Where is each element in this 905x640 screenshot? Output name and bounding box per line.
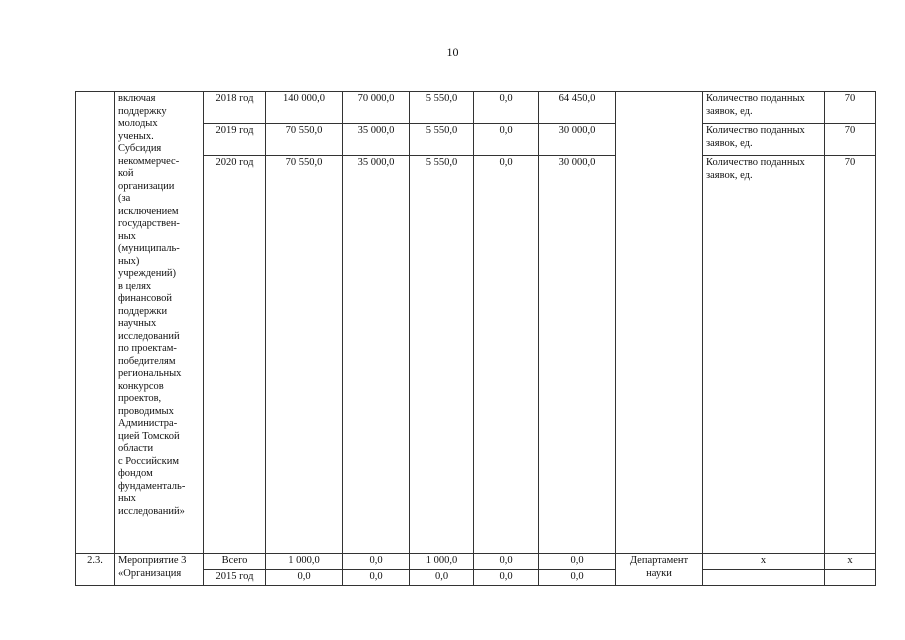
indicator-cell: х [703, 554, 825, 570]
program-table [75, 91, 876, 586]
federal-budget-cell: 35 000,0 [343, 124, 410, 156]
table-row-2018 [76, 92, 876, 124]
page-number: 10 [446, 45, 459, 59]
other-sources-cell: 0,0 [539, 554, 616, 570]
regional-budget-cell: 5 550,0 [410, 124, 474, 156]
measure-description: включая поддержку молодых ученых. Субсидия некоммерчес- кой организации (за исключением государствен- ных (муниципаль- ных) учреждений) в целях финансовой поддержки научных исследований по проектам- победителям региональных конкурсов проектов, проводимых Администра- цией Томской области с Российским фондом фундаменталь- ных исследований» [115, 92, 204, 554]
indicator-value-cell: х [825, 554, 876, 570]
regional-budget-cell: 1 000,0 [410, 554, 474, 570]
federal-budget-cell: 70 000,0 [343, 92, 410, 124]
regional-budget-cell: 0,0 [410, 570, 474, 586]
local-budget-cell: 0,0 [474, 570, 539, 586]
total-cell: 70 550,0 [266, 156, 343, 554]
total-cell: 1 000,0 [266, 554, 343, 570]
table-row-2-3-total [76, 554, 876, 570]
local-budget-cell: 0,0 [474, 92, 539, 124]
indicator-value-cell: 70 [825, 156, 876, 554]
year-cell: 2019 год [204, 124, 266, 156]
other-sources-cell: 0,0 [539, 570, 616, 586]
other-sources-cell: 30 000,0 [539, 156, 616, 554]
local-budget-cell: 0,0 [474, 124, 539, 156]
row-number-cell [76, 92, 115, 554]
local-budget-cell: 0,0 [474, 554, 539, 570]
total-cell: 70 550,0 [266, 124, 343, 156]
indicator-cell: Количество поданных заявок, ед. [703, 92, 825, 124]
local-budget-cell: 0,0 [474, 156, 539, 554]
indicator-value-cell [825, 570, 876, 586]
year-cell: 2020 год [204, 156, 266, 554]
regional-budget-cell: 5 550,0 [410, 156, 474, 554]
federal-budget-cell: 0,0 [343, 554, 410, 570]
executor-cell [616, 92, 703, 554]
year-cell: Всего [204, 554, 266, 570]
executor-cell: Департамент науки [616, 554, 703, 586]
indicator-value-cell: 70 [825, 124, 876, 156]
year-cell: 2018 год [204, 92, 266, 124]
indicator-cell: Количество поданных заявок, ед. [703, 156, 825, 554]
indicator-value-cell: 70 [825, 92, 876, 124]
federal-budget-cell: 0,0 [343, 570, 410, 586]
row-number-cell: 2.3. [76, 554, 115, 586]
indicator-cell [703, 570, 825, 586]
regional-budget-cell: 5 550,0 [410, 92, 474, 124]
total-cell: 140 000,0 [266, 92, 343, 124]
measure-description: Мероприятие 3 «Организация [115, 554, 204, 586]
other-sources-cell: 30 000,0 [539, 124, 616, 156]
year-cell: 2015 год [204, 570, 266, 586]
federal-budget-cell: 35 000,0 [343, 156, 410, 554]
total-cell: 0,0 [266, 570, 343, 586]
indicator-cell: Количество поданных заявок, ед. [703, 124, 825, 156]
other-sources-cell: 64 450,0 [539, 92, 616, 124]
